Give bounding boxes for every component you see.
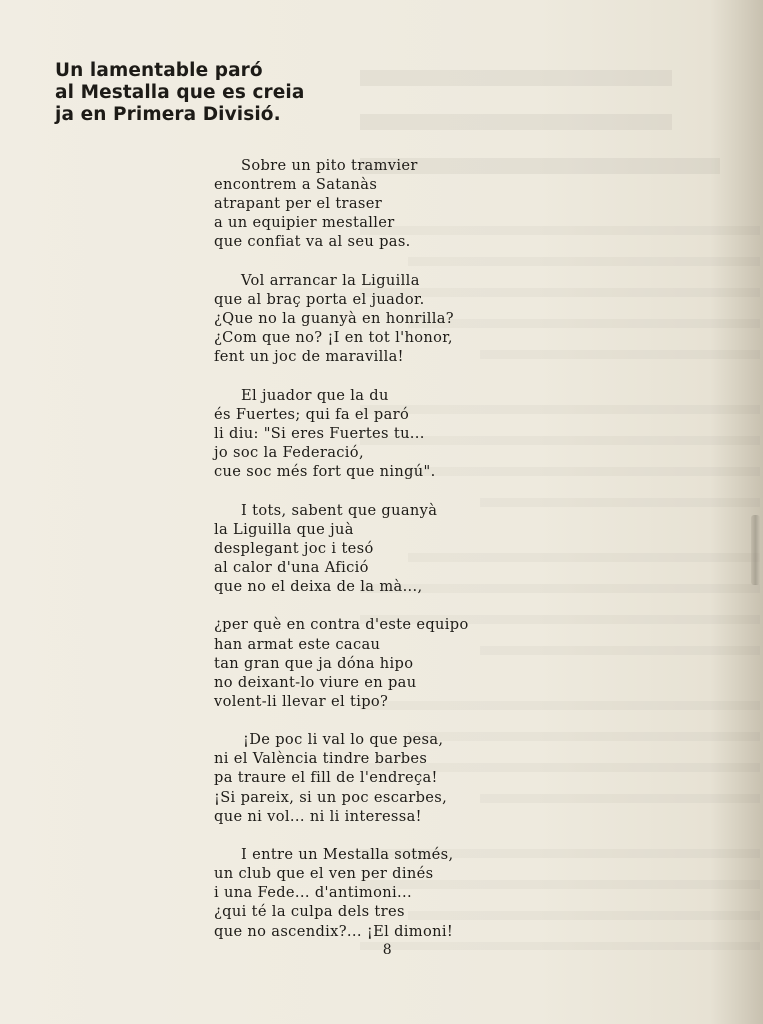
verse-line: ¡De poc li val lo que pesa, <box>243 731 444 749</box>
verse-line: Sobre un pito tramvier <box>241 157 418 174</box>
verse-line: que no ascendix?... ¡El dimoni! <box>214 922 454 940</box>
verse-line: és Fuertes; qui fa el paró <box>214 405 410 423</box>
verse-line: ¿qui té la culpa dels tres <box>214 903 405 921</box>
verse-line: Vol arrancar la Liguilla <box>241 271 420 289</box>
verse-line: volent-li llevar el tipo? <box>214 692 389 710</box>
verse-line: pa traure el fill de l'endreça! <box>214 769 438 787</box>
verse-line: que al braç porta el juador. <box>214 290 425 308</box>
verse-line: ni el València tindre barbes <box>214 750 428 768</box>
verse-line: cue soc més fort que ningú". <box>214 463 436 481</box>
verse-line: que no el deixa de la mà..., <box>214 577 423 595</box>
poem <box>214 156 514 960</box>
verse-line: no deixant-lo viure en pau <box>214 673 417 691</box>
title-line: Un lamentable paró <box>55 60 263 81</box>
verse-line: ¿Que no la guanyà en honrilla? <box>214 310 454 328</box>
verse-line: tan gran que ja dóna hipo <box>214 654 414 672</box>
article-title <box>55 60 304 126</box>
page-number: 8 <box>382 942 393 958</box>
verse-line: ¿per què en contra d'este equipo <box>214 616 469 634</box>
verse-line: a un equipier mestaller <box>214 214 395 232</box>
title-line: al Mestalla que es creia <box>55 82 305 103</box>
verse-line: que confiat va al seu pas. <box>214 233 411 251</box>
verse-line: li diu: "Si eres Fuertes tu... <box>214 424 425 442</box>
verse-line: encontrem a Satanàs <box>214 176 378 194</box>
stanza <box>214 845 514 940</box>
verse-line: que ni vol... ni li interessa! <box>214 807 422 825</box>
stanza <box>214 271 514 366</box>
verse-line: un club que el ven per dinés <box>214 865 434 883</box>
verse-line: la Liguilla que juà <box>214 520 354 538</box>
verse-line: desplegant joc i tesó <box>214 539 374 557</box>
verse-line: jo soc la Federació, <box>214 444 364 461</box>
verse-line: al calor d'una Afició <box>214 558 369 576</box>
stanza <box>214 156 514 251</box>
verse-line: ¿Com que no? ¡I en tot l'honor, <box>214 329 453 347</box>
stanza <box>214 501 514 596</box>
verse-line: I entre un Mestalla sotmés, <box>241 846 454 864</box>
verse-line: atrapant per el traser <box>214 195 383 213</box>
verse-line: i una Fede... d'antimoni... <box>214 884 412 902</box>
stanza <box>214 730 514 825</box>
title-line: ja en Primera Divisió. <box>55 104 281 125</box>
verse-line: ¡Si pareix, si un poc escarbes, <box>214 788 448 806</box>
verse-line: I tots, sabent que guanyà <box>241 501 438 519</box>
page-edge-tab <box>751 515 760 585</box>
stanza <box>214 386 514 481</box>
verse-line: fent un joc de maravilla! <box>214 348 404 366</box>
verse-line: El juador que la du <box>241 386 389 404</box>
stanza <box>214 615 514 710</box>
verse-line: han armat este cacau <box>214 635 381 653</box>
